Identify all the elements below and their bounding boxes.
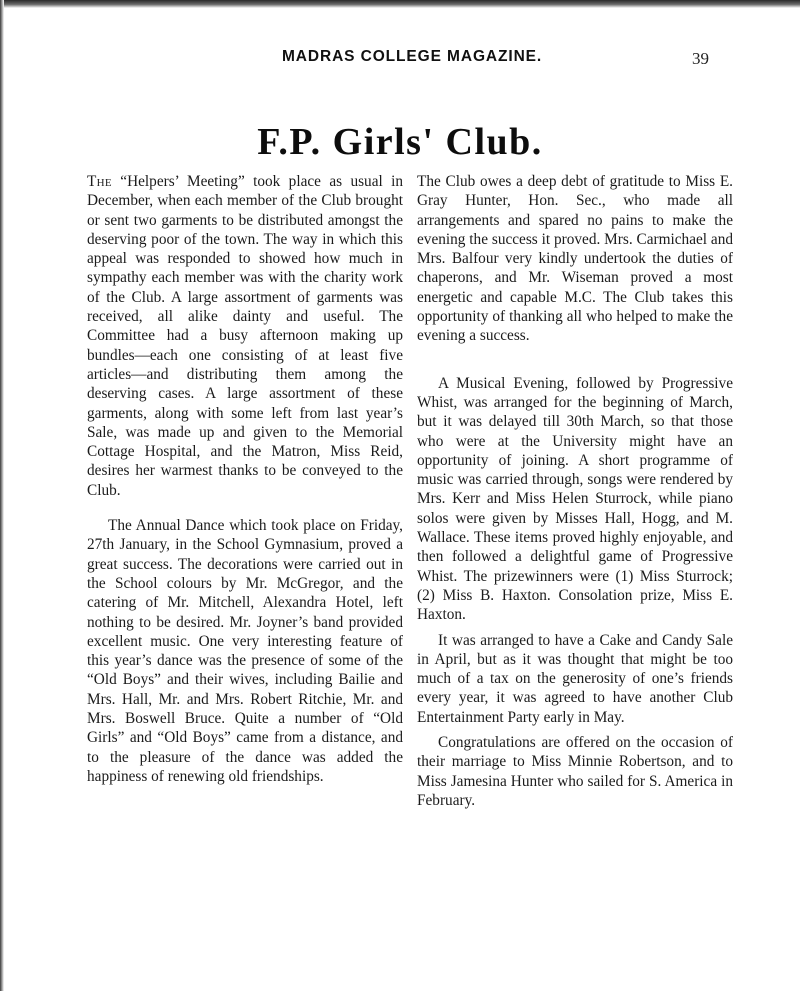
- magazine-name: MADRAS COLLEGE MAGAZINE.: [282, 48, 543, 65]
- left-column: [87, 172, 403, 786]
- paragraph-text: “Helpers’ Meeting” took place as usual in December, when each member of the Club brought or sent two garments to be distributed amongst the deserving poor of the town. The way in which this appeal was responded to showed how much in sympathy each member was with the charity work of the Club. A large assortment of garments was received, all alike dainty and useful. The Committee had a busy afternoon making up bundles—each one consisting of at least five articles—and distributing them among the deserving cases. A large assortment of these garments, along with some left from last year’s Sale, was made up and given to the Memorial Cottage Hospital, and the Matron, Miss Reid, desires her warmest thanks to be conveyed to the Club.: [87, 173, 403, 499]
- scan-top-edge: [0, 0, 800, 8]
- paragraph-cake-sale: It was arranged to have a Cake and Candy Sale in April, but as it was thought that might be too much of a tax on the generosity of one’s friends every year, it was agreed to have another Club Entertainment Party early in May.: [417, 631, 733, 726]
- paragraph-gratitude: The Club owes a deep debt of gratitude to Miss E. Gray Hunter, Hon. Sec., who made all arrangements and spared no pains to make the evening the success it proved. Mrs. Carmichael and Mrs. Balfour very kindly undertook the duties of chaperons, and Mr. Wiseman proved a most energetic and capable M.C. The Club takes this opportunity of thanking all who helped to make the evening a success.: [417, 173, 733, 345]
- running-header: [0, 48, 800, 70]
- paragraph-annual-dance: The Annual Dance which took place on Friday, 27th January, in the School Gymnasium, proved a great success. The decorations were carried out in the School colours by Mr. McGregor, and the catering of Mr. Mitchell, Alexandra Hotel, left nothing to be desired. Mr. Joyner’s band provided excellent music. One very interesting feature of this year’s dance was the presence of some of the “Old Boys” and their wives, including Bailie and Mrs. Hall, Mr. and Mrs. Robert Ritchie, Mr. and Mrs. Boswell Bruce. Quite a number of “Old Girls” and “Old Boys” came from a distance, and to the pleasure of the dance was added the happiness of renewing old friendships.: [87, 517, 403, 785]
- paragraph-helpers-meeting: [87, 172, 403, 500]
- paragraph-musical-evening: A Musical Evening, followed by Progressive Whist, was arranged for the beginning of March, but it was delayed till 30th March, so that those who were at the University might have an opportunity of joining. A short programme of music was carried through, songs were rendered by Mrs. Kerr and Miss Helen Sturrock, while piano solos were given by Misses Hall, Hogg, and M. Wallace. These items proved highly enjoyable, and then followed a delightful game of Progressive Whist. The prizewinners were (1) Miss Sturrock; (2) Miss B. Haxton. Consolation prize, Miss E. Haxton.: [417, 374, 733, 624]
- drop-word: The: [87, 173, 112, 190]
- page-number: 39: [692, 49, 709, 68]
- article-title: F.P. Girls' Club.: [257, 121, 543, 163]
- paragraph-congratulations: Congratulations are offered on the occasion of their marriage to Miss Minnie Robertson, and to Miss Jamesina Hunter who sailed for S. America in February.: [417, 734, 733, 809]
- right-column: [417, 172, 733, 810]
